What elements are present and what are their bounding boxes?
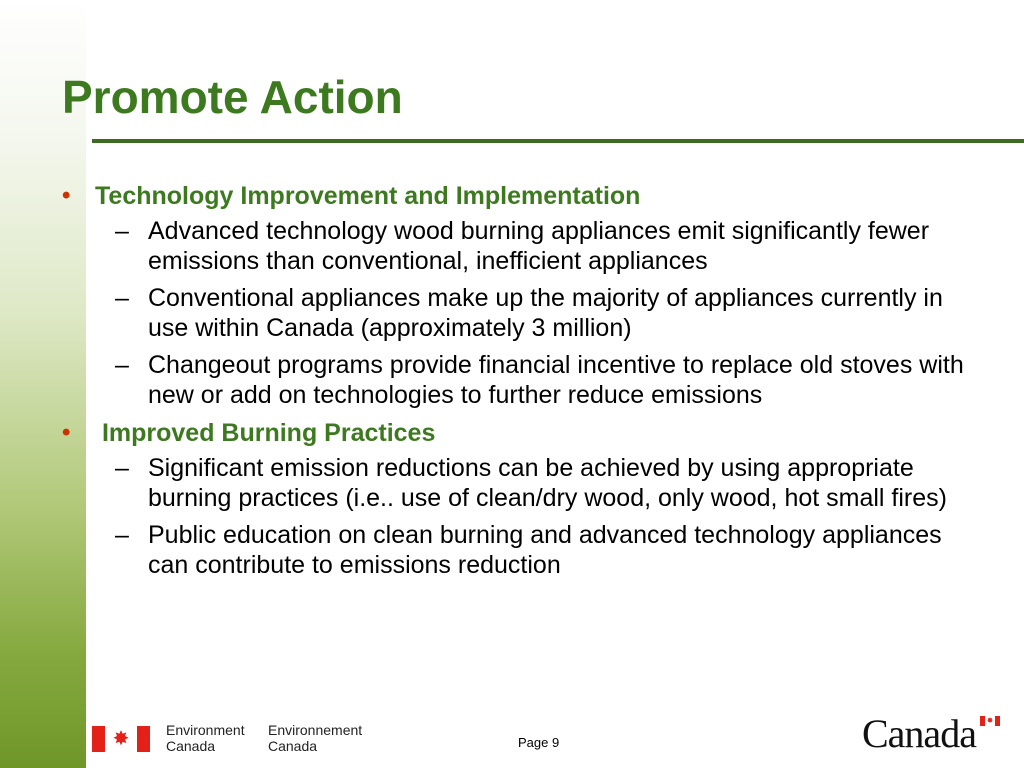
slide-content <box>62 180 982 587</box>
sub-item <box>115 520 982 580</box>
maple-leaf-icon: ✸ <box>112 728 130 750</box>
bullet-technology <box>62 180 982 212</box>
title-rule <box>92 139 1024 143</box>
sub-item <box>115 350 982 410</box>
canada-flag-icon <box>92 726 150 752</box>
ec-en-line2: Canada <box>166 738 216 754</box>
ec-fr-line2: Canada <box>268 738 318 754</box>
sub-item-text: Conventional appliances make up the majority of appliances currently in use within Canada (approximately 3 million) <box>148 284 943 342</box>
wordmark-flag-icon <box>980 716 1000 726</box>
bullet-burning-practices <box>62 417 982 449</box>
dash-icon: – <box>115 521 129 549</box>
sub-list-technology <box>62 216 982 410</box>
sub-item <box>115 453 982 513</box>
ec-english <box>166 722 245 754</box>
bullet-dot-icon: • <box>62 182 71 209</box>
sub-item-text: Significant emission reductions can be achieved by using appropriate burning practices (i.e.. use of clean/dry wood, only wood, hot small fires) <box>148 454 947 512</box>
mini-maple-leaf-icon: ✸ <box>986 716 994 725</box>
sub-item-text: Public education on clean burning and advanced technology appliances can contribute to emissions reduction <box>148 521 942 579</box>
ec-en-line1: Environment <box>166 722 245 738</box>
bullet-dot-icon: • <box>62 419 71 446</box>
wordmark-text: Canada <box>862 711 976 756</box>
dash-icon: – <box>115 284 129 312</box>
slide-title: Promote Action <box>62 71 403 123</box>
mini-flag-bar-left <box>980 716 985 726</box>
dash-icon: – <box>115 217 129 245</box>
canada-wordmark <box>862 712 1002 756</box>
mini-flag-bar-right <box>995 716 1000 726</box>
bullet-heading: Improved Burning Practices <box>95 419 436 447</box>
bullet-heading: Technology Improvement and Implementation <box>95 182 641 210</box>
environment-canada-signature <box>92 718 392 758</box>
sub-item-text: Changeout programs provide financial incentive to replace old stoves with new or add on technologies to further reduce emissions <box>148 351 964 409</box>
sub-item <box>115 283 982 343</box>
ec-french <box>268 722 362 754</box>
ec-fr-line1: Environnement <box>268 722 363 738</box>
page-number: Page 9 <box>518 735 560 750</box>
dash-icon: – <box>115 351 129 379</box>
sub-item <box>115 216 982 276</box>
flag-bar-right <box>137 726 150 752</box>
sub-list-burning-practices <box>62 453 982 580</box>
sub-item-text: Advanced technology wood burning appliances emit significantly fewer emissions than conventional, inefficient appliances <box>148 217 930 275</box>
dash-icon: – <box>115 454 129 482</box>
flag-bar-left <box>92 726 105 752</box>
